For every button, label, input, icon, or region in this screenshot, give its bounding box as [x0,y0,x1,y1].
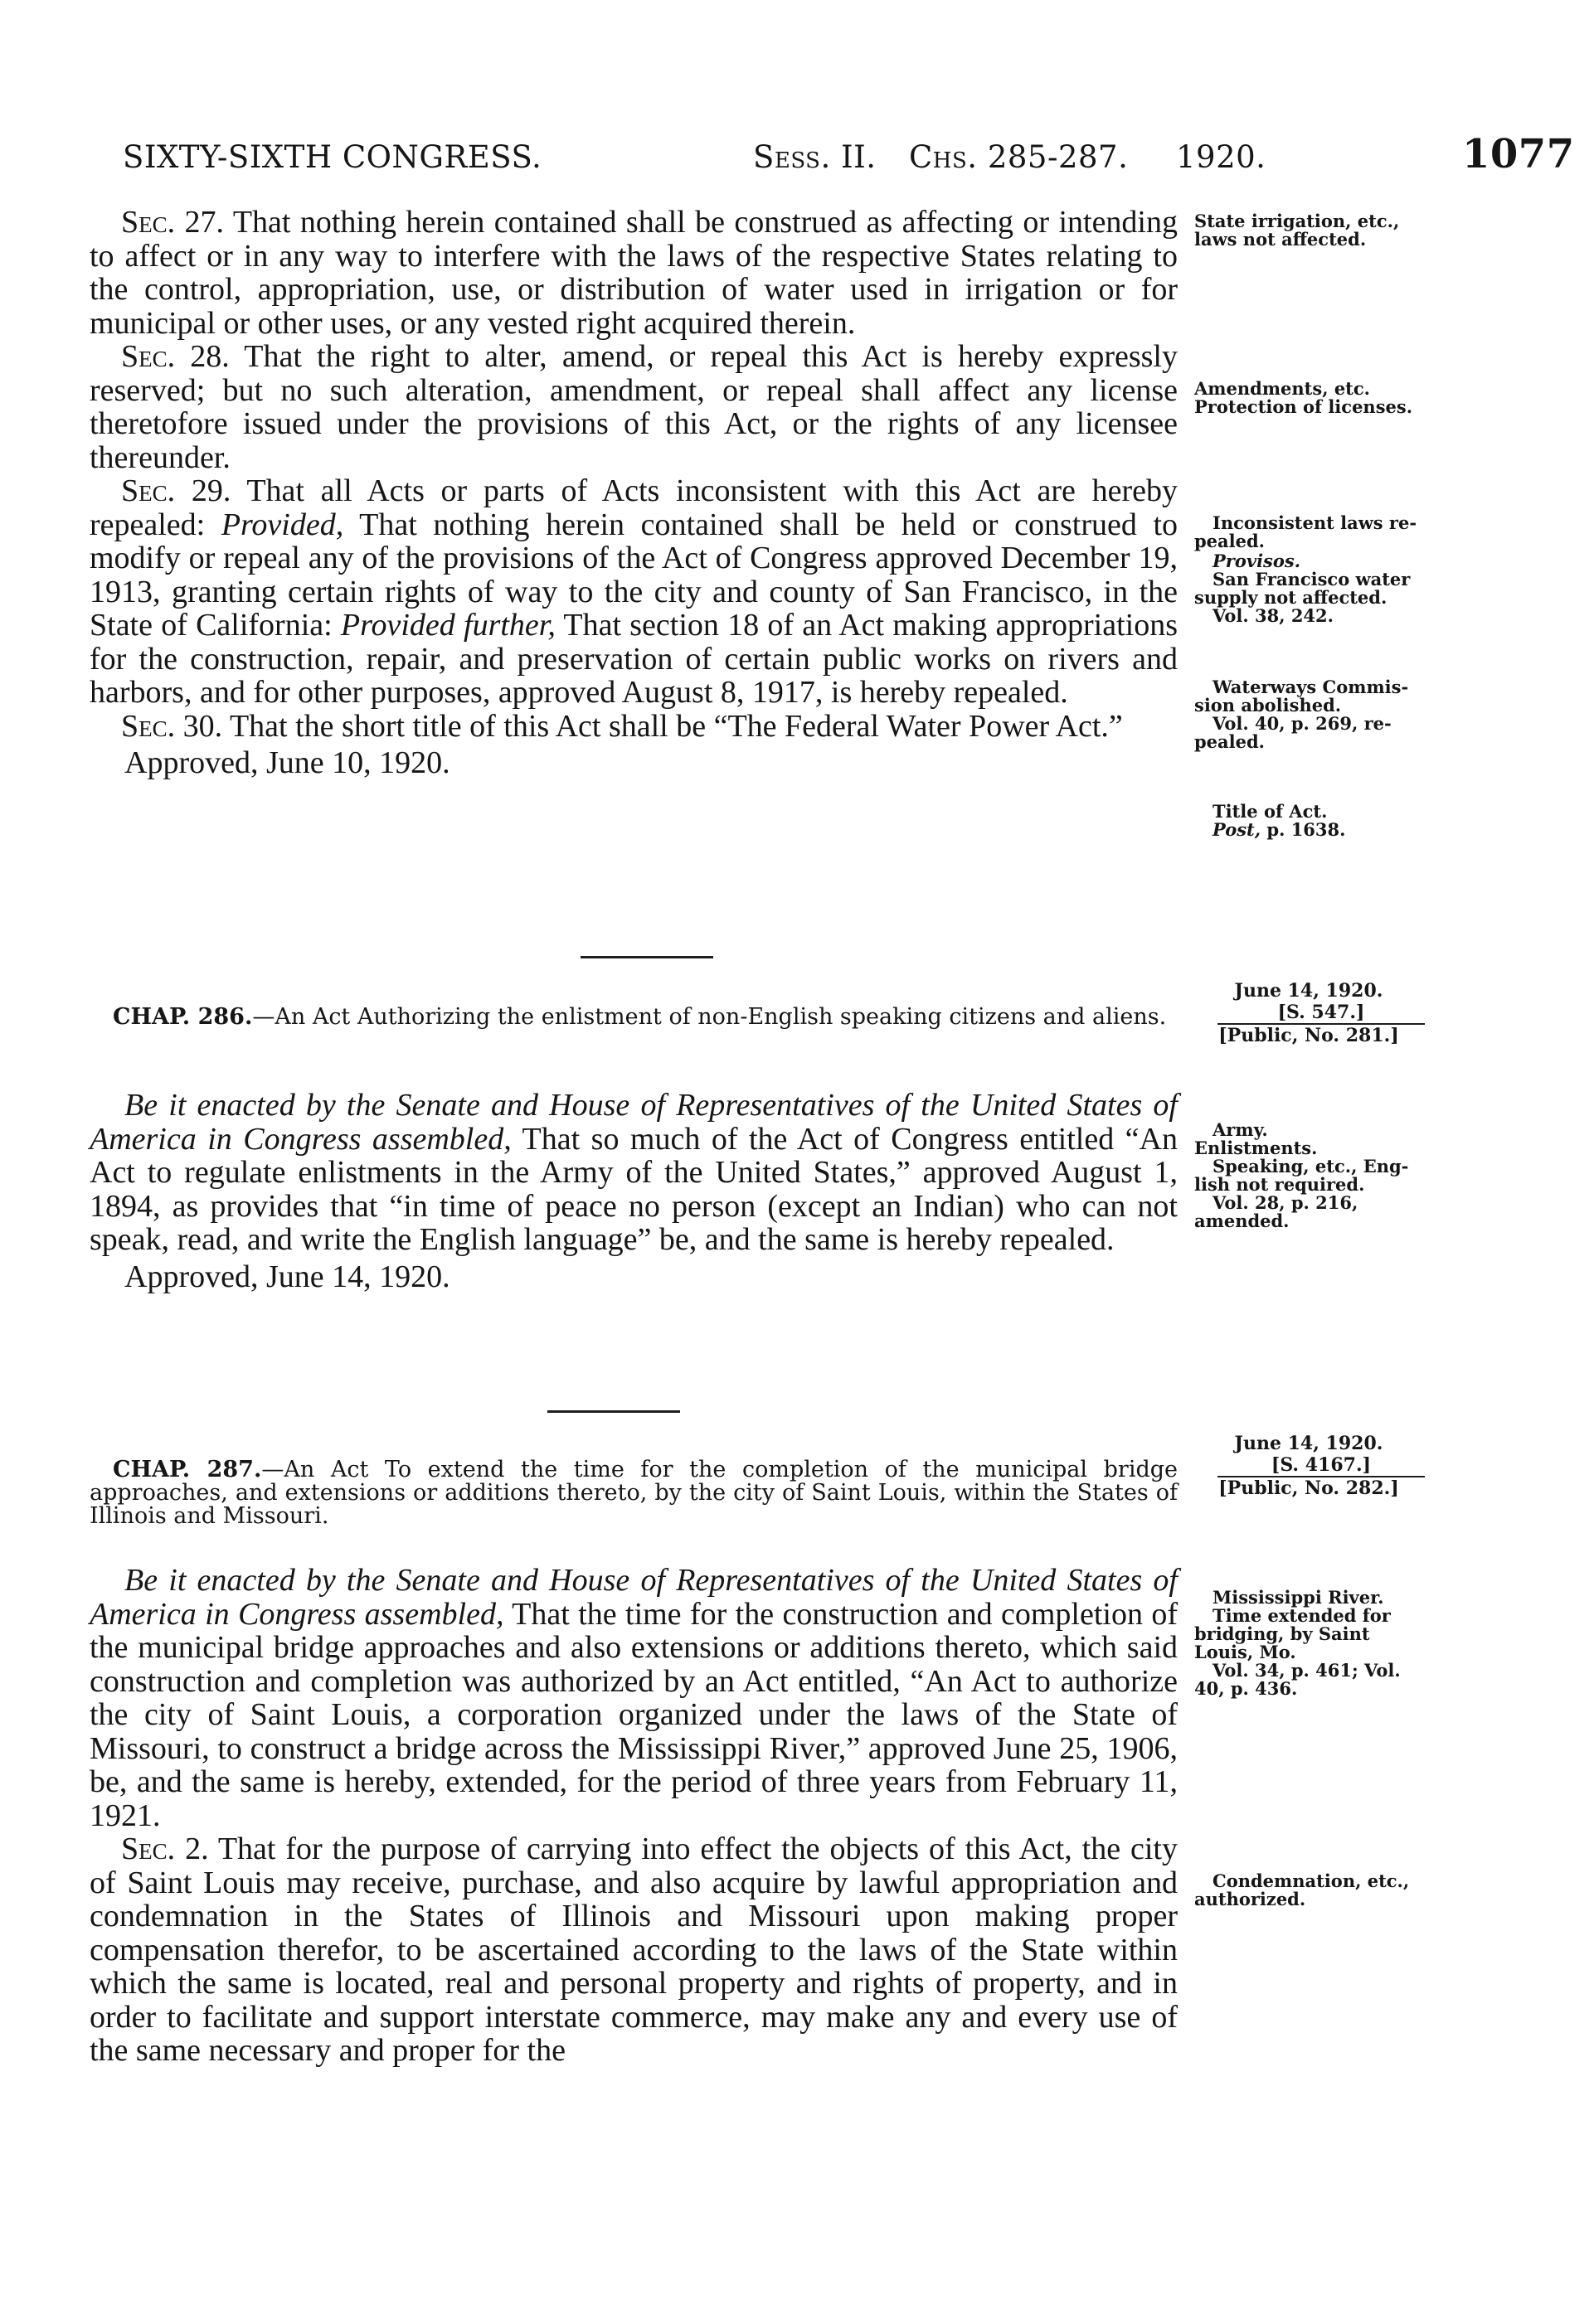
section-29-number: Sec. 29. [121,473,231,508]
margin-note-line: supply not affected. [1194,587,1387,608]
margin-note-line: 40, p. 436. [1194,1678,1298,1699]
margin-note-line: Waterways Commis- [1213,677,1409,697]
margin-note-line: Vol. 28, p. 216, [1213,1192,1358,1213]
chapter-286-title [90,1006,1178,1029]
approved-chapter-285: Approved, June 10, 1920. [124,745,450,780]
section-divider [547,1410,680,1413]
margin-note-line: pealed. [1194,731,1265,752]
section-28-text: That the right to alter, amend, or repeal this Act is hereby expressly reserved; but no such alteration, amendment, or repeal shall affect any license theretofore issued under the provisions of this Act, or the rights of any licensee thereunder. [90,339,1178,475]
margin-note-line: San Francisco water [1213,569,1411,589]
chapter-287-public-law: [Public, No. 282.] [1218,1477,1399,1499]
chapter-286-date: June 14, 1920. [1234,980,1383,1002]
margin-note-sec-27 [1194,212,1435,249]
margin-note-line [1194,821,1435,839]
section-27-text: That nothing herein contained shall be construed as affecting or intending to affect or in any way to interfere with the laws of the respective States relating to the control, appropriation, use, or distribution of water used in irrigation or for municipal or other uses, or any vested right acquired therein. [90,205,1178,341]
chapter-287-section-2-number: Sec. 2. [121,1832,209,1866]
margin-note-chapter-286 [1194,1121,1435,1230]
page-number: 1077 [1462,131,1575,177]
congress-heading: SIXTY-SIXTH CONGRESS. [123,139,542,175]
chapter-287-bill: [S. 4167.] [1217,1454,1425,1477]
chapter-287-sidebox [1184,1433,1433,1499]
chapter-286-body [90,1089,1178,1293]
margin-note-line: pealed. [1194,531,1265,551]
margin-note-line: Provisos. [1213,551,1301,571]
margin-note-line: sion abolished. [1194,695,1342,716]
section-30-number: Sec. 30. [121,708,223,744]
chapter-287-date: June 14, 1920. [1234,1433,1383,1454]
section-29 [90,474,1178,710]
section-30 [90,710,1178,744]
margin-note-sec-29-waterways [1194,678,1435,751]
section-28 [90,340,1178,474]
margin-note-line: Inconsistent laws re- [1213,512,1417,533]
chapter-286-text: That so much of the Act of Congress entitled “An Act to regulate enlistments in the Army of the United States,” approved August 1, 1894, as provides that “in time of peace no person (except an Indian) who can not speak, read, and write the English language” be, and the same is hereby repealed. [90,1121,1178,1257]
chapter-287-section-2 [90,1832,1178,2068]
approved-chapter-286: Approved, June 14, 1920. [124,1259,450,1294]
margin-note-line: Mississippi River. [1213,1587,1384,1608]
margin-note-line: Army. [1213,1119,1268,1140]
margin-note-line: Protection of licenses. [1194,396,1413,417]
chapter-286-label: CHAP. 286. [113,1004,253,1030]
section-29-text-b: That nothing herein contained shall be held or construed to modify or repeal any of the provisions of the Act of Congress approved December 19, 1913, granting certain rights of way to the city and county of San Francisco, in the State of California: [90,507,1178,643]
chapter-287-title [90,1458,1178,1528]
section-29-text-c: That section 18 of an Act making appropriations for the construction, repair, and preservation of certain public works on rivers and harbors, and for other purposes, approved August 8, 1917, is hereby repealed. [90,608,1178,710]
section-divider [581,956,713,958]
chapter-286-public-law: [Public, No. 281.] [1218,1025,1399,1046]
margin-note-line: Time extended for [1213,1605,1391,1626]
chapter-287-title-text: —An Act To extend the time for the completion of the municipal bridge approaches, and extensions or additions thereto, by the city of Saint Louis, within the States of Illinois and Missouri. [90,1457,1178,1529]
margin-note-line: amended. [1194,1211,1290,1231]
margin-note-page-ref: p. 1638. [1266,819,1346,840]
margin-note-line: Condemnation, etc., [1213,1870,1410,1891]
margin-note-line: Louis, Mo. [1194,1642,1296,1662]
margin-note-post: Post, [1213,819,1261,840]
section-29-text-a: That all Acts or parts of Acts inconsistent with this Act are hereby repealed: [90,473,1178,542]
session-label: Sess. II. [753,139,877,175]
chapter-286-enacting-clause: Be it enacted by the Senate and House of Representatives of the United States of America in Congress assembled, [90,1088,1178,1157]
section-28-number: Sec. 28. [121,339,230,374]
margin-note-line: laws not affected. [1194,229,1367,250]
chapters-label: Chs. 285-287. [909,139,1129,175]
chapter-287-section-2-text: That for the purpose of carrying into effect the objects of this Act, the city of Saint Louis may receive, purchase, and also acquire by lawful appropriation and condemnation in the States of Illinois and Missouri upon making proper compensation therefor, to be ascertained according to the laws of the State within which the same is located, real and personal property and rights of property, and in order to facilitate and support interstate commerce, may make any and every use of the same necessary and proper for the [90,1832,1178,2068]
chapter-287-enacting-clause: Be it enacted by the Senate and House of Representatives of the United States of America in Congress assembled, [90,1563,1178,1632]
chapter-287-body [90,1564,1178,2068]
year-label: 1920. [1176,139,1266,175]
section-29-proviso: Provided, [221,507,344,542]
section-29-proviso-further: Provided further, [340,608,556,643]
section-27 [90,206,1178,340]
margin-note-sec-29-repeal [1194,514,1435,551]
margin-note-sec-28 [1194,380,1435,416]
chapter-287-text: That the time for the construction and completion of the municipal bridge approaches and also extensions or additions thereto, which said construction and completion was authorized by an Act entitled, “An Act to authorize the city of Saint Louis, a corporation organized under the laws of the State of Missouri, to construct a bridge across the Mississippi River,” approved June 25, 1906, be, and the same is hereby, extended, for the period of three years from February 11, 1921. [90,1596,1178,1833]
margin-note-line: Enlistments. [1194,1138,1318,1158]
chapter-287-label: CHAP. 287. [113,1457,262,1482]
margin-note-line: Vol. 38, 242. [1213,605,1334,626]
margin-note-sec-30 [1194,803,1435,839]
running-head [123,131,1575,182]
section-27-number: Sec. 27. [121,205,225,240]
margin-note-chapter-287 [1194,1589,1435,1698]
margin-note-line: Vol. 40, p. 269, re- [1213,713,1392,734]
margin-note-line: bridging, by Saint [1194,1623,1370,1644]
margin-note-line: lish not required. [1194,1174,1365,1195]
margin-note-line: Amendments, etc. [1194,378,1370,399]
margin-note-sec-29-provisos [1194,552,1435,625]
margin-note-line: Vol. 34, p. 461; Vol. [1213,1660,1401,1681]
margin-note-line: Speaking, etc., Eng- [1213,1156,1409,1177]
chapter-286-sidebox [1184,980,1433,1046]
margin-note-line: Title of Act. [1213,801,1328,822]
margin-note-chapter-287-sec-2 [1194,1872,1435,1909]
section-30-text: That the short title of this Act shall be “The Federal Water Power Act.” [229,708,1123,744]
chapter-286-title-text: —An Act Authorizing the enlistment of non-English speaking citizens and aliens. [252,1004,1167,1030]
margin-note-line: authorized. [1194,1889,1306,1909]
margin-note-line: State irrigation, etc., [1194,211,1400,231]
chapter-285-sections [90,206,1178,780]
chapter-286-bill: [S. 547.] [1217,1002,1425,1025]
